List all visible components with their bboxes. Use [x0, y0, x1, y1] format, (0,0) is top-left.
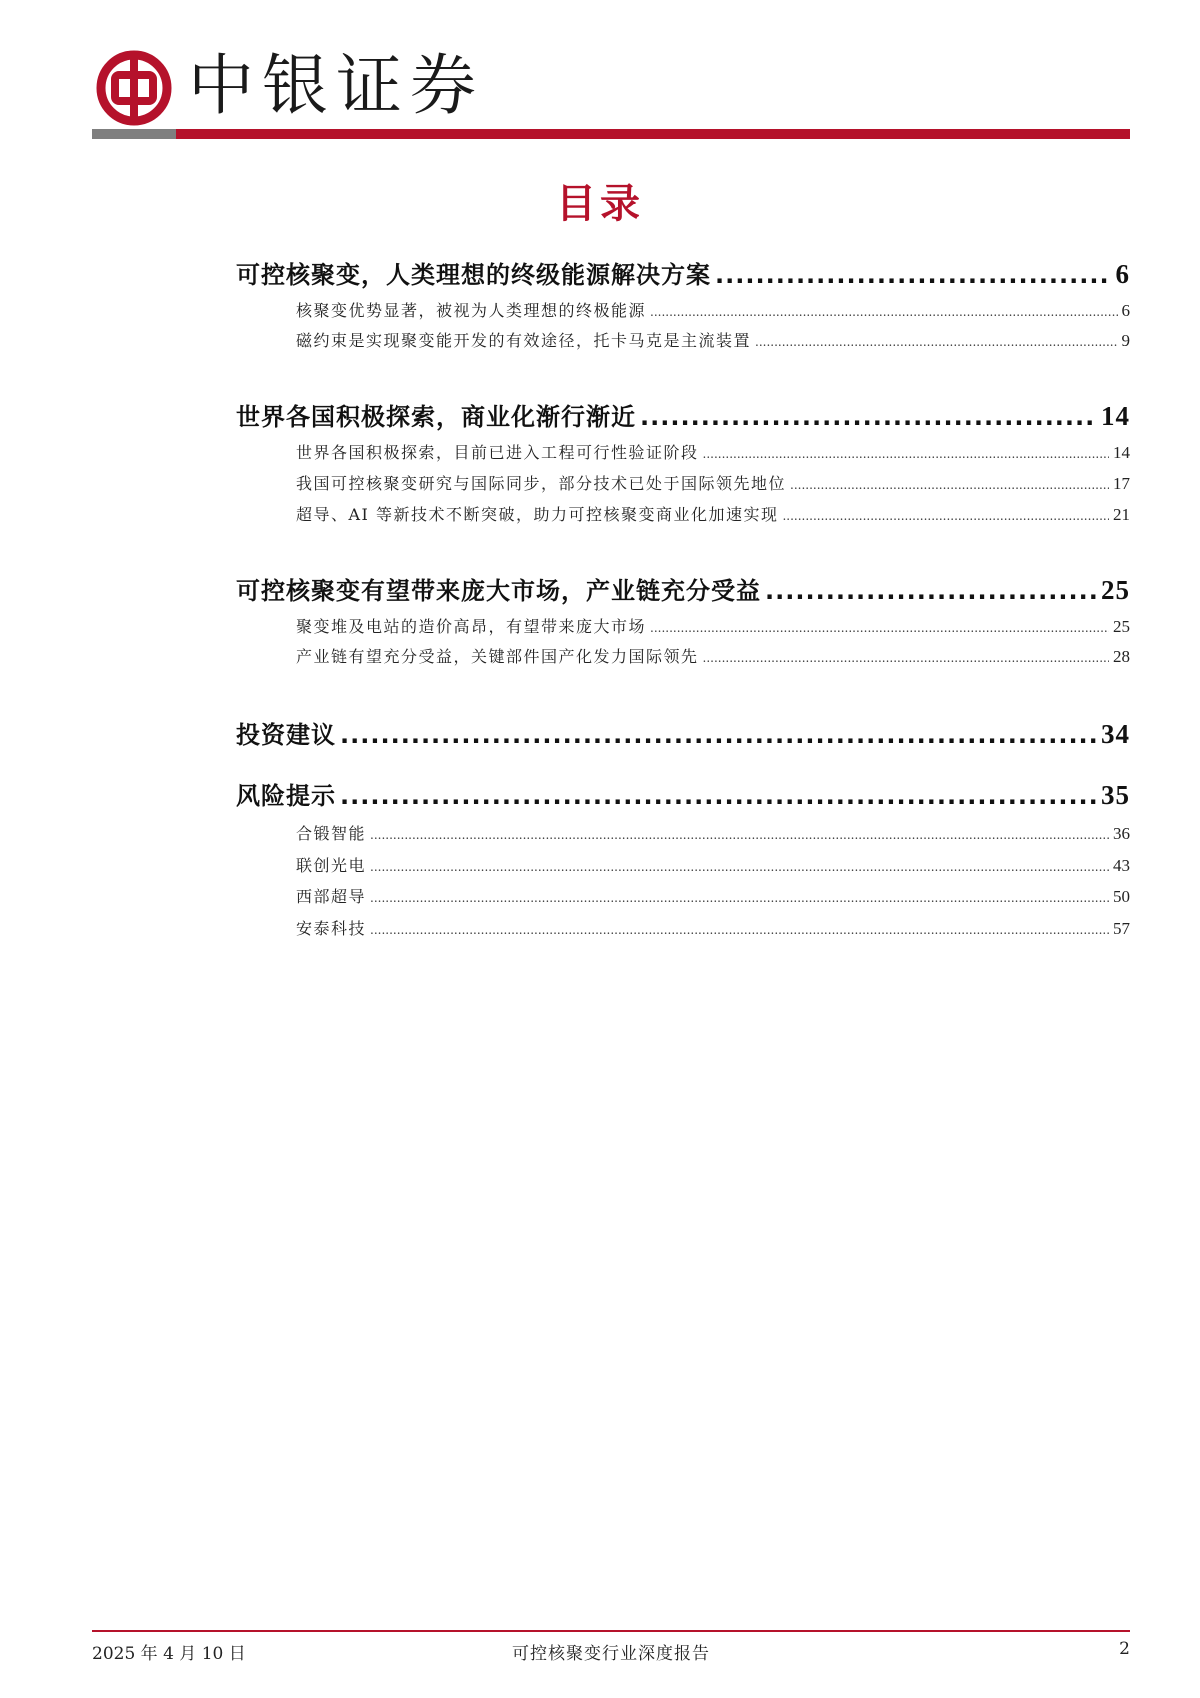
toc-entry-page: 9 — [1121, 331, 1130, 350]
toc-entry[interactable] — [296, 502, 1130, 525]
toc-entry-label: 可控核聚变有望带来庞大市场，产业链充分受益 — [236, 577, 761, 605]
footer-page-number: 2 — [1119, 1639, 1130, 1659]
toc-entry-page: 28 — [1113, 647, 1130, 666]
toc-entry-label: 产业链有望充分受益，关键部件国产化发力国际领先 — [296, 647, 699, 666]
toc-entry[interactable] — [236, 571, 1130, 606]
toc-entry[interactable] — [296, 853, 1130, 876]
header-rule — [92, 129, 1130, 139]
toc-entry[interactable] — [236, 255, 1130, 290]
toc-entry[interactable] — [296, 328, 1130, 351]
toc-entry-page: 34 — [1101, 719, 1130, 749]
toc-entry-page: 50 — [1113, 887, 1130, 906]
toc-entry-page: 36 — [1113, 824, 1130, 843]
toc-leader-dots — [370, 923, 1109, 937]
toc-entry-page: 25 — [1113, 617, 1130, 636]
toc-leader-dots — [790, 478, 1109, 492]
footer — [92, 1639, 1130, 1663]
toc-entry-page: 14 — [1101, 401, 1130, 431]
toc-entry-label: 合锻智能 — [296, 824, 367, 843]
toc-entry-label: 我国可控核聚变研究与国际同步，部分技术已处于国际领先地位 — [296, 474, 787, 493]
toc-leader-dots — [703, 447, 1109, 461]
toc-entry[interactable] — [296, 614, 1130, 637]
toc-entry-page: 14 — [1113, 443, 1130, 462]
toc-entry[interactable] — [296, 884, 1130, 907]
toc-leader-dots — [650, 305, 1117, 319]
toc-entry-label: 可控核聚变，人类理想的终级能源解决方案 — [236, 261, 711, 289]
toc-entry[interactable] — [296, 916, 1130, 939]
header-rule-red — [176, 129, 1130, 139]
toc-leader-dots — [765, 577, 1097, 605]
toc-leader-dots — [370, 891, 1109, 905]
toc-entry-label: 西部超导 — [296, 887, 367, 906]
toc-leader-dots — [782, 509, 1109, 523]
header-rule-gray — [92, 129, 176, 139]
header — [92, 44, 1127, 140]
toc-entry-label: 聚变堆及电站的造价高昂，有望带来庞大市场 — [296, 617, 647, 636]
toc-entry[interactable] — [296, 440, 1130, 463]
footer-rule — [92, 1630, 1130, 1632]
toc-entry[interactable] — [296, 644, 1130, 667]
toc-entry-label: 世界各国积极探索，商业化渐行渐近 — [236, 403, 636, 431]
toc-entry[interactable] — [236, 397, 1130, 432]
toc-entry-label: 联创光电 — [296, 856, 367, 875]
toc-entry-page: 17 — [1113, 474, 1130, 493]
toc-entry[interactable] — [296, 821, 1130, 844]
toc-entry-label: 核聚变优势显著，被视为人类理想的终极能源 — [296, 301, 647, 320]
toc-leader-dots — [370, 828, 1109, 842]
toc-entry-label: 风险提示 — [236, 782, 336, 810]
toc-leader-dots — [703, 651, 1109, 665]
footer-report-title: 可控核聚变行业深度报告 — [512, 1644, 710, 1664]
toc-leader-dots — [370, 860, 1109, 874]
bank-of-china-logo-icon — [96, 50, 172, 126]
toc-entry-label: 超导、AI 等新技术不断突破，助力可控核聚变商业化加速实现 — [296, 505, 779, 524]
toc-leader-dots — [640, 403, 1097, 431]
toc-entry-page: 6 — [1121, 301, 1130, 320]
toc-entry[interactable] — [236, 776, 1130, 811]
toc-entry-page: 57 — [1113, 919, 1130, 938]
toc-entry[interactable] — [296, 298, 1130, 321]
toc-leader-dots — [340, 721, 1097, 749]
toc-entry-label: 世界各国积极探索，目前已进入工程可行性验证阶段 — [296, 443, 699, 462]
toc-entry-page: 6 — [1115, 259, 1130, 289]
toc-entry-page: 43 — [1113, 856, 1130, 875]
toc-entry[interactable] — [236, 715, 1130, 750]
toc-leader-dots — [650, 621, 1109, 635]
toc-entry-label: 安泰科技 — [296, 919, 367, 938]
toc-leader-dots — [715, 261, 1112, 289]
toc-title: 目录 — [556, 181, 644, 227]
toc-entry-page: 21 — [1113, 505, 1130, 524]
toc-leader-dots — [755, 335, 1117, 349]
brand-name: 中银证券 — [188, 47, 484, 124]
toc-entry-page: 35 — [1101, 780, 1130, 810]
toc-leader-dots — [340, 782, 1097, 810]
toc-entry-page: 25 — [1101, 575, 1130, 605]
toc-entry[interactable] — [296, 471, 1130, 494]
toc-entry-label: 磁约束是实现聚变能开发的有效途径，托卡马克是主流装置 — [296, 331, 752, 350]
footer-date: 2025 年 4 月 10 日 — [92, 1644, 246, 1664]
toc-entry-label: 投资建议 — [236, 721, 336, 749]
